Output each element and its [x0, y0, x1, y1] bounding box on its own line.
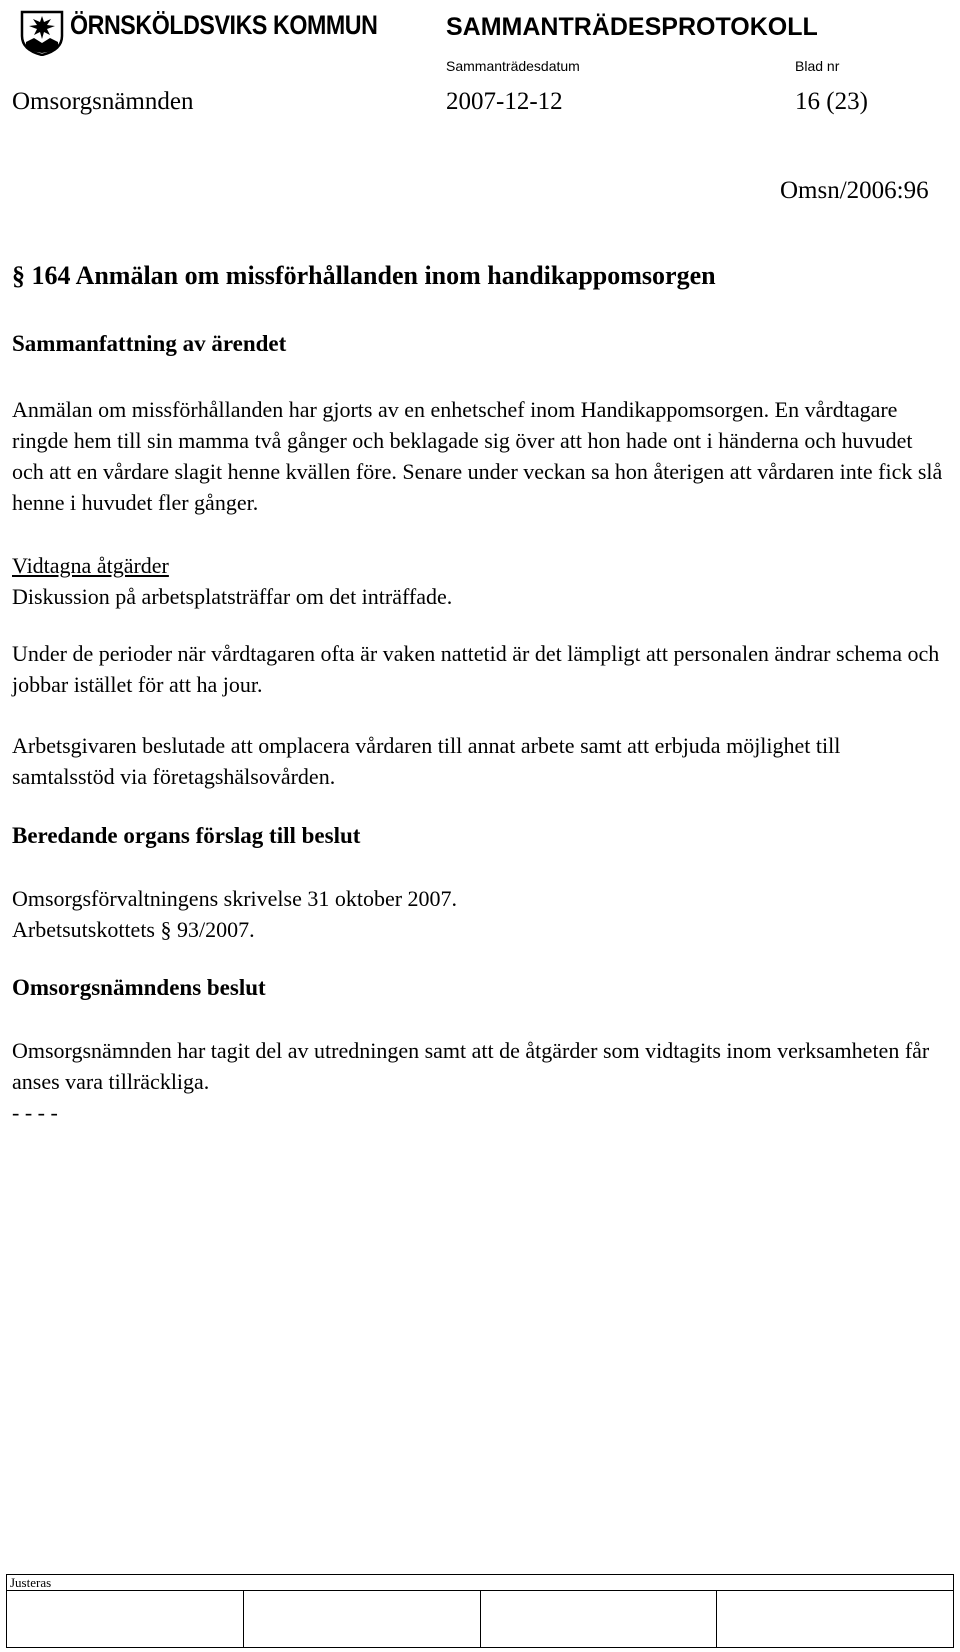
decision-heading: Omsorgsnämndens beslut: [12, 975, 266, 1000]
page-number: 16 (23): [795, 88, 868, 115]
signature-cell: [243, 1591, 480, 1648]
summary-text: Anmälan om missförhållanden har gjorts av en enhetschef inom Handikappomsorgen. En vårdtagare ringde hem till sin mamma två gånger och beklagade sig över att hon hade ont i händerna och huvudet och att en vårdare slagit henne kvällen före. Senare under veckan sa hon återigen att vårdaren inte fick slå henne i huvudet fler gånger.: [12, 397, 943, 515]
proposal-heading: Beredande organs förslag till beslut: [12, 823, 361, 848]
justeras-table: [6, 1574, 954, 1648]
decision-text: Omsorgsnämnden har tagit del av utredningen samt att de åtgärder som vidtagits inom verksamheten får anses vara tillräckliga.: [12, 1038, 930, 1094]
measures-text-3: Arbetsgivaren beslutade att omplacera vårdaren till annat arbete samt att erbjuda möjlighet till samtalsstöd via företagshälsovården.: [12, 733, 841, 789]
end-marker: - - - -: [12, 1100, 58, 1125]
proposal-line-1: Omsorgsförvaltningens skrivelse 31 oktober 2007.: [12, 886, 458, 911]
measures-text-2: Under de perioder när vårdtagaren ofta är vaken nattetid är det lämpligt att personalen ändrar schema och jobbar istället för att ha jour.: [12, 641, 940, 697]
signature-cell: [480, 1591, 717, 1648]
proposal-text: [12, 883, 948, 945]
case-reference: Omsn/2006:96: [780, 177, 929, 204]
signature-cell: [7, 1591, 244, 1648]
summary-heading: Sammanfattning av ärendet: [12, 331, 287, 356]
meeting-date: 2007-12-12: [446, 88, 563, 115]
municipality-name: ÖRNSKÖLDSVIKS KOMMUN: [70, 10, 378, 40]
justeras-label-cell: [7, 1575, 954, 1591]
municipal-crest-icon: [20, 6, 64, 56]
signature-cell: [717, 1591, 954, 1648]
measures-text-1: Diskussion på arbetsplatsträffar om det inträffade.: [12, 584, 453, 609]
board-name: Omsorgsnämnden: [12, 88, 194, 115]
document-type: SAMMANTRÄDESPROTOKOLL: [446, 13, 818, 41]
item-title: § 164 Anmälan om missförhållanden inom handikappomsorgen: [12, 261, 716, 290]
proposal-line-2: Arbetsutskottets § 93/2007.: [12, 917, 255, 942]
page-label: Blad nr: [795, 58, 840, 74]
justeras-label: Justeras: [10, 1575, 52, 1590]
meeting-date-label: Sammanträdesdatum: [446, 58, 580, 74]
measures-heading-label: Vidtagna åtgärder: [12, 553, 169, 578]
measures-heading: [12, 550, 948, 581]
